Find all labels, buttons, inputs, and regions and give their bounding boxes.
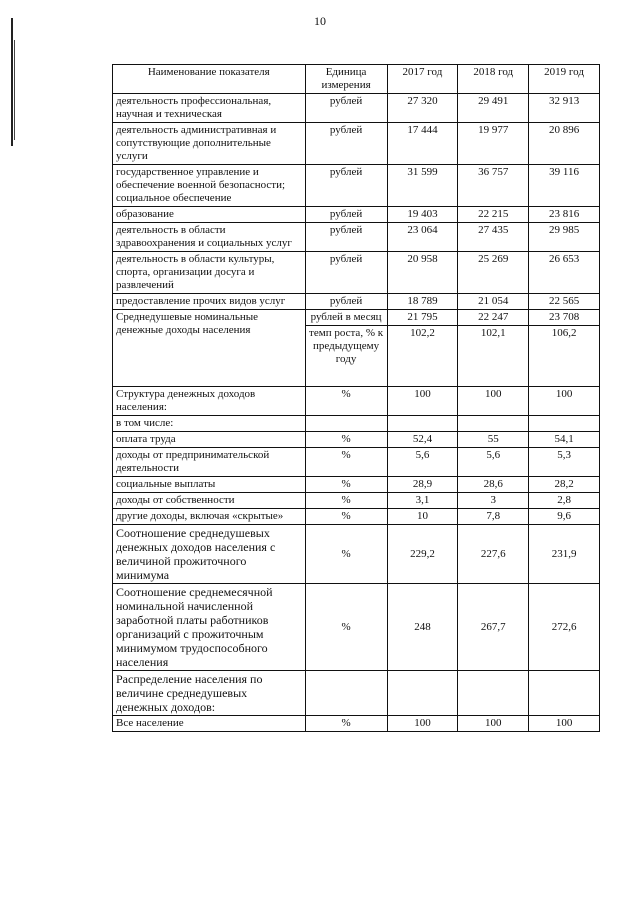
distribution-name: Распределение населения по величине среднедушевых денежных доходов:: [113, 671, 306, 716]
row-2017: 31 599: [387, 165, 458, 207]
row-name: деятельность профессиональная, научная и техническая: [113, 94, 306, 123]
row-name: Все население: [113, 716, 306, 732]
row-2018: 22 215: [458, 207, 529, 223]
structure-2017: 100: [387, 387, 458, 416]
row-unit: %: [305, 477, 387, 493]
header-unit: Единица измерения: [305, 65, 387, 94]
row-2017: 3,1: [387, 493, 458, 509]
row-2019: 26 653: [529, 252, 600, 294]
ratio-2018: 227,6: [458, 525, 529, 584]
header-2018: 2018 год: [458, 65, 529, 94]
ratio-2017: 229,2: [387, 525, 458, 584]
row-2017: 10: [387, 509, 458, 525]
ratio-2018: 267,7: [458, 584, 529, 671]
row-name: предоставление прочих видов услуг: [113, 294, 306, 310]
row-unit: рублей: [305, 207, 387, 223]
row-2018: 29 491: [458, 94, 529, 123]
table-row: [113, 207, 600, 223]
header-2019: 2019 год: [529, 65, 600, 94]
row-2019: 32 913: [529, 94, 600, 123]
table-row: [113, 252, 600, 294]
row-unit: рублей: [305, 165, 387, 207]
income-unit: рублей в месяц: [305, 310, 387, 326]
row-name: социальные выплаты: [113, 477, 306, 493]
table-row: [113, 509, 600, 525]
row-unit: %: [305, 432, 387, 448]
table-row-structure: [113, 387, 600, 416]
ratio-unit: %: [305, 525, 387, 584]
row-unit: %: [305, 509, 387, 525]
header-2017: 2017 год: [387, 65, 458, 94]
row-name: деятельность в области здравоохранения и социальных услуг: [113, 223, 306, 252]
row-unit: рублей: [305, 252, 387, 294]
table-row-income: [113, 310, 600, 326]
row-2019: 22 565: [529, 294, 600, 310]
row-2017: 5,6: [387, 448, 458, 477]
ratio-2017: 248: [387, 584, 458, 671]
ratio-name: Соотношение среднедушевых денежных доходов населения с величиной прожиточного минимума: [113, 525, 306, 584]
margin-mark: [11, 18, 13, 146]
structure-2019: 100: [529, 387, 600, 416]
row-2018: 25 269: [458, 252, 529, 294]
row-2018: 28,6: [458, 477, 529, 493]
row-2019: 20 896: [529, 123, 600, 165]
empty-cell: [387, 416, 458, 432]
empty-cell: [387, 671, 458, 716]
statistics-table: [112, 64, 600, 732]
row-2019: 54,1: [529, 432, 600, 448]
table-row: [113, 223, 600, 252]
row-2017: 28,9: [387, 477, 458, 493]
row-2019: 28,2: [529, 477, 600, 493]
row-unit: %: [305, 448, 387, 477]
income-2019: 23 708: [529, 310, 600, 326]
empty-cell: [305, 416, 387, 432]
row-unit: %: [305, 716, 387, 732]
row-unit: %: [305, 493, 387, 509]
table-row: [113, 432, 600, 448]
row-2017: 23 064: [387, 223, 458, 252]
row-2017: 18 789: [387, 294, 458, 310]
ratio-name: Соотношение среднемесячной номинальной начисленной заработной платы работников организаций с прожиточным минимумом трудоспособного населения: [113, 584, 306, 671]
row-2017: 52,4: [387, 432, 458, 448]
header-indicator: Наименование показателя: [113, 65, 306, 94]
row-name: доходы от собственности: [113, 493, 306, 509]
income-2017: 21 795: [387, 310, 458, 326]
row-name: доходы от предпринимательской деятельности: [113, 448, 306, 477]
row-2017: 100: [387, 716, 458, 732]
table-row: [113, 294, 600, 310]
structure-name: Структура денежных доходов населения:: [113, 387, 306, 416]
table-row-including: [113, 416, 600, 432]
row-2017: 19 403: [387, 207, 458, 223]
empty-cell: [529, 671, 600, 716]
including-label: в том числе:: [113, 416, 306, 432]
empty-cell: [458, 671, 529, 716]
row-name: оплата труда: [113, 432, 306, 448]
row-2019: 23 816: [529, 207, 600, 223]
row-2019: 9,6: [529, 509, 600, 525]
income-name: Среднедушевые номинальные денежные доходы населения: [113, 310, 306, 387]
structure-2018: 100: [458, 387, 529, 416]
structure-unit: %: [305, 387, 387, 416]
table-row: [113, 165, 600, 207]
row-name: другие доходы, включая «скрытые»: [113, 509, 306, 525]
row-2019: 2,8: [529, 493, 600, 509]
row-unit: рублей: [305, 94, 387, 123]
ratio-unit: %: [305, 584, 387, 671]
row-name: образование: [113, 207, 306, 223]
empty-cell: [305, 671, 387, 716]
row-2018: 5,6: [458, 448, 529, 477]
row-2018: 19 977: [458, 123, 529, 165]
ratio-2019: 231,9: [529, 525, 600, 584]
table-row-distribution: [113, 671, 600, 716]
row-2018: 3: [458, 493, 529, 509]
row-2019: 39 116: [529, 165, 600, 207]
row-2017: 17 444: [387, 123, 458, 165]
growth-2017: 102,2: [387, 326, 458, 387]
ratio-2019: 272,6: [529, 584, 600, 671]
row-2019: 29 985: [529, 223, 600, 252]
row-2017: 27 320: [387, 94, 458, 123]
table-row-ratio: [113, 525, 600, 584]
row-2018: 36 757: [458, 165, 529, 207]
growth-2018: 102,1: [458, 326, 529, 387]
row-unit: рублей: [305, 294, 387, 310]
table-row: [113, 493, 600, 509]
table-row: [113, 448, 600, 477]
row-name: государственное управление и обеспечение военной безопасности; социальное обеспечение: [113, 165, 306, 207]
row-name: деятельность в области культуры, спорта, организации досуга и развлечений: [113, 252, 306, 294]
row-2019: 5,3: [529, 448, 600, 477]
row-2017: 20 958: [387, 252, 458, 294]
row-2018: 7,8: [458, 509, 529, 525]
table-row: [113, 94, 600, 123]
row-2018: 55: [458, 432, 529, 448]
row-2019: 100: [529, 716, 600, 732]
row-2018: 27 435: [458, 223, 529, 252]
income-2018: 22 247: [458, 310, 529, 326]
growth-2019: 106,2: [529, 326, 600, 387]
empty-cell: [458, 416, 529, 432]
table-header-row: [113, 65, 600, 94]
page-number: 10: [314, 14, 326, 28]
row-unit: рублей: [305, 223, 387, 252]
growth-unit: темп роста, % к предыдущему году: [305, 326, 387, 387]
empty-cell: [529, 416, 600, 432]
row-unit: рублей: [305, 123, 387, 165]
margin-mark-secondary: [14, 40, 15, 140]
row-2018: 21 054: [458, 294, 529, 310]
table-row: [113, 123, 600, 165]
table-row: [113, 716, 600, 732]
row-2018: 100: [458, 716, 529, 732]
row-name: деятельность административная и сопутствующие дополнительные услуги: [113, 123, 306, 165]
table-row-ratio: [113, 584, 600, 671]
table-row: [113, 477, 600, 493]
